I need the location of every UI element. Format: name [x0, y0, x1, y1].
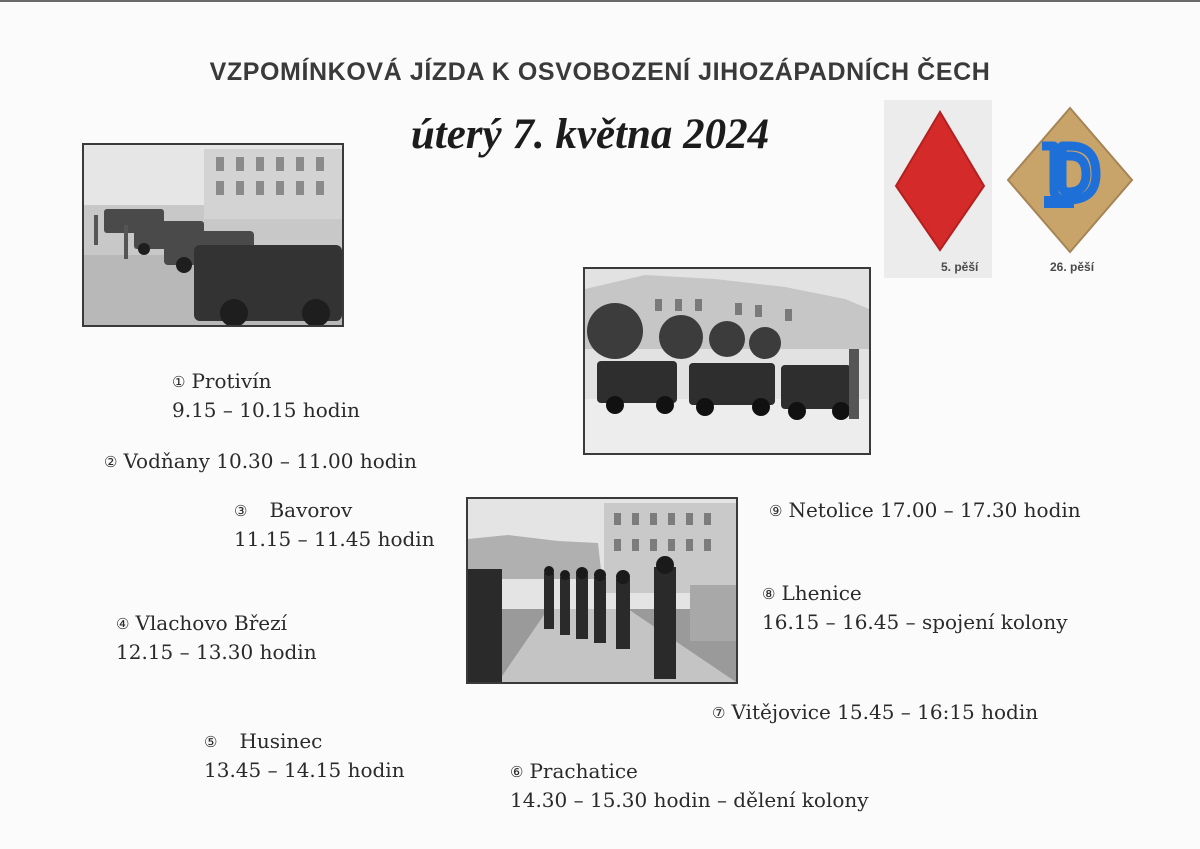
- stop-husinec: [204, 727, 405, 784]
- poster-title: VZPOMÍNKOVÁ JÍZDA K OSVOBOZENÍ JIHOZÁPADNÍCH ČECH: [209, 58, 991, 86]
- stop-prachatice: [510, 757, 869, 814]
- top-border: [0, 0, 1200, 2]
- stop-vodnany: [104, 447, 417, 476]
- stop-place: Vodňany: [123, 449, 210, 473]
- stop-time: 13.45 – 14.15 hodin: [204, 758, 405, 782]
- stop-place: Husinec: [239, 729, 323, 753]
- red-diamond-icon: [896, 112, 984, 250]
- stop-time: 10.30 – 11.00 hodin: [216, 449, 417, 473]
- division-insignia: [880, 100, 1140, 280]
- stop-place: Protivín: [191, 369, 272, 393]
- insignia-5-card: [884, 100, 992, 278]
- insignia-5-label: 5. pěší: [941, 260, 979, 274]
- stop-number: ⑥: [510, 763, 524, 781]
- stop-time: 15.45 – 16:15 hodin: [837, 700, 1039, 724]
- stop-place: Lhenice: [781, 581, 862, 605]
- stop-number: ②: [104, 453, 118, 471]
- stop-place: Netolice: [788, 498, 874, 522]
- stop-place: Vlachovo Březí: [135, 611, 288, 635]
- stop-bavorov: [234, 496, 435, 553]
- stop-time: 14.30 – 15.30 hodin – dělení kolony: [510, 788, 869, 812]
- stop-time: 12.15 – 13.30 hodin: [116, 640, 317, 664]
- stop-vlachovo-brezi: [116, 609, 317, 666]
- stop-protivin: [172, 367, 360, 424]
- jeeps-square-photo: [583, 267, 871, 455]
- stop-place: Bavorov: [269, 498, 353, 522]
- stop-number: ⑨: [769, 502, 783, 520]
- stop-time: 11.15 – 11.45 hodin: [234, 527, 435, 551]
- insignia-26-label: 26. pěší: [1050, 260, 1095, 274]
- stop-place: Vitějovice: [731, 700, 831, 724]
- stop-place: Prachatice: [529, 759, 638, 783]
- stop-number: ①: [172, 373, 186, 391]
- stop-time: 9.15 – 10.15 hodin: [172, 398, 360, 422]
- stop-number: ⑦: [712, 704, 726, 722]
- stop-number: ④: [116, 615, 130, 633]
- marching-soldiers-photo: [466, 497, 738, 684]
- stop-time: 16.15 – 16.45 – spojení kolony: [762, 610, 1068, 634]
- stop-time: 17.00 – 17.30 hodin: [880, 498, 1081, 522]
- stop-lhenice: [762, 579, 1068, 636]
- convoy-trucks-photo: [82, 143, 344, 327]
- stop-number: ⑤: [204, 733, 218, 751]
- stop-vitejovice: [712, 698, 1038, 727]
- stop-number: ③: [234, 502, 248, 520]
- stop-number: ⑧: [762, 585, 776, 603]
- event-date: úterý 7. května 2024: [410, 111, 770, 158]
- yd-diamond-icon: [1004, 100, 1134, 260]
- stop-netolice: [769, 496, 1081, 525]
